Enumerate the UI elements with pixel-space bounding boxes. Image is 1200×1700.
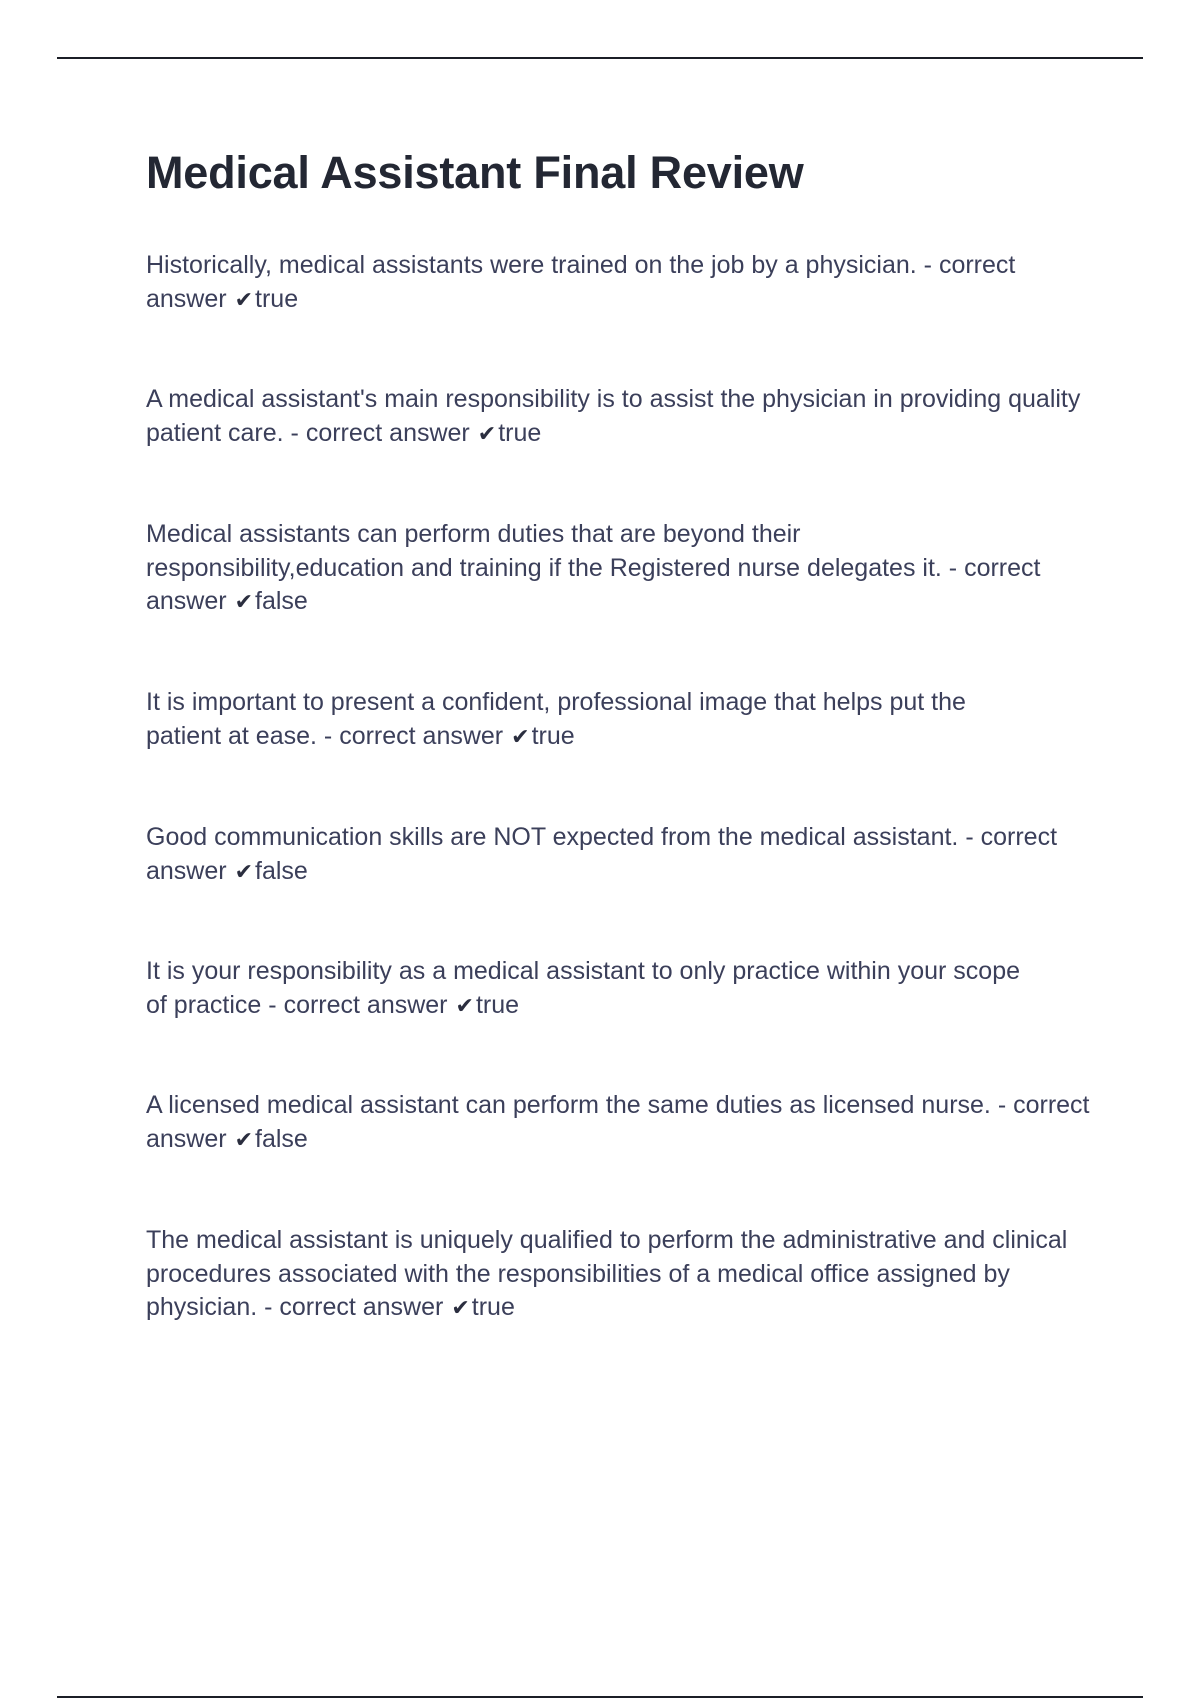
checkmark-icon: ✔ — [511, 724, 530, 750]
document-body — [146, 142, 1091, 1321]
qa-item: Historically, medical assistants were trained on the job by a physician. - correct answer ✔true — [146, 249, 1016, 317]
answer-value: false — [255, 1124, 308, 1153]
question-text: A medical assistant's main responsibility is to assist the physician in providing quality patient care. — [146, 385, 1081, 447]
qa-item: A licensed medical assistant can perform the same duties as licensed nurse. - correct answer ✔false — [146, 1089, 1091, 1157]
question-text: A licensed medical assistant can perform the same duties as licensed nurse. — [146, 1091, 991, 1119]
checkmark-icon: ✔ — [451, 1296, 470, 1321]
question-text: The medical assistant is uniquely qualified to perform the administrative and clinical procedures associated with the responsibilities of a medical office assigned by physician. — [146, 1226, 1068, 1321]
qa-item: It is important to present a confident, professional image that helps put the patient at ease. - correct answer ✔true — [146, 686, 1046, 754]
answer-value: true — [471, 1293, 515, 1321]
question-text: It is your responsibility as a medical assistant to only practice within your scope of practice — [146, 957, 1020, 1019]
page-title: Medical Assistant Final Review — [146, 147, 804, 198]
answer-label: correct answer — [146, 1091, 1090, 1153]
answer-label: correct answer — [283, 990, 448, 1019]
answer-value: false — [255, 587, 308, 615]
checkmark-icon: ✔ — [234, 859, 254, 885]
qa-item: A medical assistant's main responsibility is to assist the physician in providing quality patient care. - correct answer ✔true — [146, 383, 1091, 451]
question-text: Medical assistants can perform duties that are beyond their responsibility,education and training if the Registered nurse delegates it. — [146, 520, 942, 582]
qa-item: The medical assistant is uniquely qualified to perform the administrative and clinical procedures associated with the responsibilities of a medical office assigned by physician. - correct answer ✔true — [146, 1224, 1091, 1326]
answer-value: false — [255, 856, 308, 885]
answer-label: correct answer — [279, 1293, 444, 1321]
checkmark-icon: ✔ — [234, 590, 254, 615]
qa-item: Good communication skills are NOT expected from the medical assistant. - correct answer ✔false — [146, 821, 1066, 889]
checkmark-icon: ✔ — [455, 993, 474, 1019]
qa-item: Medical assistants can perform duties that are beyond their responsibility,education and training if the Registered nurse delegates it. - correct answer ✔false — [146, 518, 1051, 620]
question-text: Historically, medical assistants were trained on the job by a physician. — [146, 251, 917, 279]
answer-label: correct answer — [146, 553, 1041, 615]
bottom-rule — [57, 1696, 1143, 1698]
answer-value: true — [531, 721, 575, 750]
question-text: It is important to present a confident, professional image that helps put the patient at ease. — [146, 688, 966, 750]
answer-value: true — [255, 284, 299, 313]
answer-value: true — [498, 418, 542, 447]
answer-label: correct answer — [146, 823, 1058, 885]
answer-label: correct answer — [305, 418, 470, 447]
qa-item: It is your responsibility as a medical assistant to only practice within your scope of practice - correct answer ✔true — [146, 955, 1046, 1023]
question-text: Good communication skills are NOT expected from the medical assistant. — [146, 823, 959, 851]
checkmark-icon: ✔ — [234, 1127, 254, 1153]
top-rule — [57, 57, 1143, 59]
answer-value: true — [475, 990, 520, 1019]
checkmark-icon: ✔ — [234, 287, 254, 313]
answer-label: correct answer — [146, 251, 1016, 313]
answer-label: correct answer — [339, 721, 504, 750]
checkmark-icon: ✔ — [477, 421, 497, 447]
